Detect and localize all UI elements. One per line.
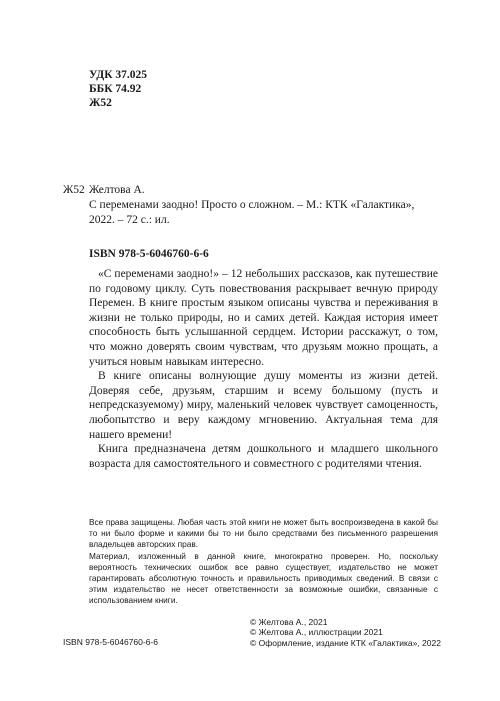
rights-notice — [89, 517, 438, 607]
annotation-paragraph: «С переменами заодно!» – 12 небольших рассказов, как путешествие по годовому циклу. Суть повествования раскрывает вечную природу Перемен. В книге простым языком описаны чувства и переживания в жизни не только природы, но и самих детей. Каждая история имеет способность быть услышанной сердцем. Истории расскажут, о том, что можно доверять своим чувствам, что друзьям можно прощать, а учиться новым навыкам интересно. — [89, 268, 438, 368]
rights-paragraph: Материал, изложенный в данной книге, многократно проверен. Но, поскольку вероятность технических ошибок все равно существует, издательство не может гарантировать абсолютную точность и правильность приводимых сведений. В связи с этим издательство не несет ответственности за возможные ошибки, связанные с использованием книги. — [89, 550, 438, 606]
udk-code: УДК 37.025 — [89, 69, 148, 81]
annotation-paragraph: Книга предназначена детям дошкольного и младшего школьного возраста для самостоятельного и совместного с родителями чтения. — [89, 443, 438, 470]
catalog-isbn: ISBN 978-5-6046760-6-6 — [89, 248, 209, 260]
annotation-paragraph: В книге описаны волнующие душу моменты из жизни детей. Доверяя себе, друзьям, старшим и всему большому (пусть и непредсказуемому) миру, маленький человек чувствует самоценность, любопытство и веру каждому мгновению. Актуальная тема для нашего времени! — [89, 370, 438, 441]
bbk-code: ББК 74.92 — [89, 83, 142, 95]
catalog-description: С переменами заодно! Просто о сложном. – М.: КТК «Галактика», 2022. – 72 с.: ил. — [89, 199, 415, 226]
catalog-author: Желтова А. — [89, 184, 145, 196]
classification-block — [89, 68, 147, 110]
copyright-line: © Желтова А., иллюстрации 2021 — [250, 627, 383, 638]
copyright-line: © Оформление, издание КТК «Галактика», 2022 — [250, 637, 441, 648]
copyright-line: © Желтова А., 2021 — [250, 617, 328, 627]
copyright-block — [250, 617, 441, 648]
author-sign: Ж52 — [89, 97, 112, 109]
footer-isbn: ISBN 978-5-6046760-6-6 — [63, 637, 158, 647]
catalog-author-sign: Ж52 — [63, 184, 85, 196]
annotation — [89, 267, 438, 471]
rights-paragraph: Все права защищены. Любая часть этой книги не может быть воспроизведена в какой бы то ни было форме и какими бы то ни было средствами без письменного разрешения владельцев авторских прав. — [89, 517, 438, 550]
